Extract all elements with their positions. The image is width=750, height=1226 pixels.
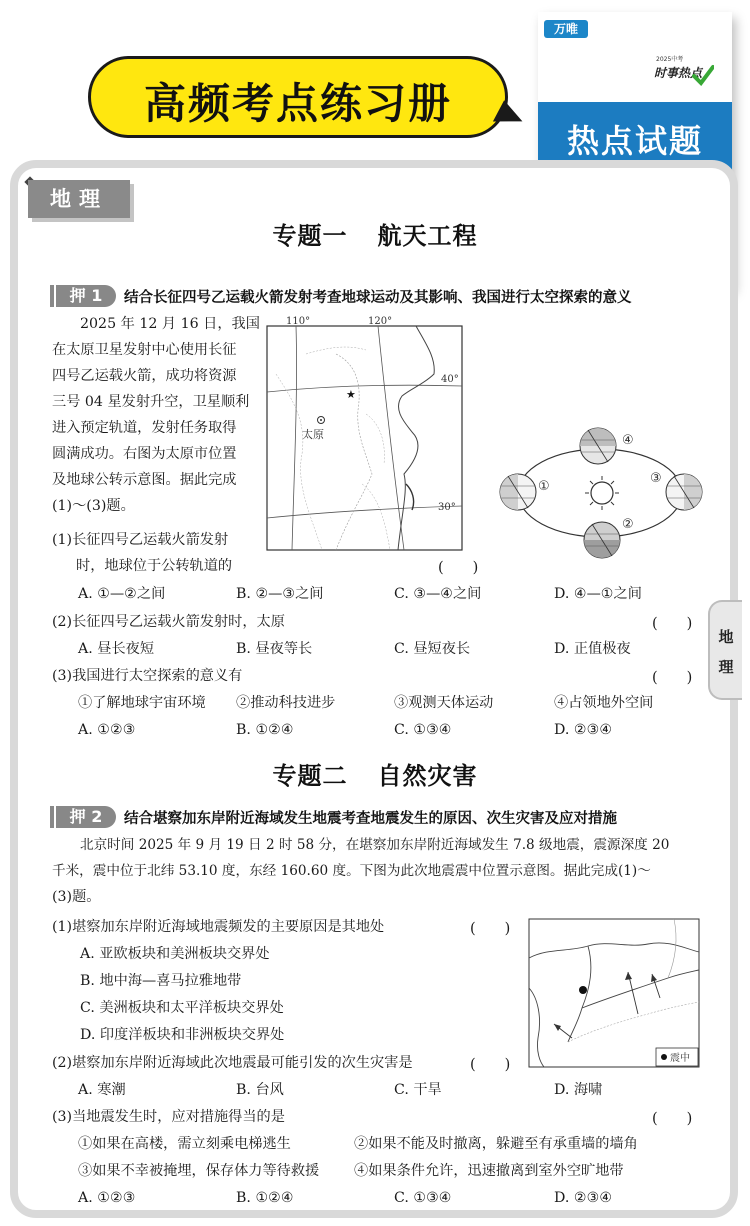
option-c[interactable]: C. 干旱: [394, 1082, 442, 1098]
passage-line: 三号 04 星发射升空，卫星顺利: [52, 394, 250, 410]
q3-stem: (3)我国进行太空探索的意义有: [52, 668, 243, 684]
topic2-header-text: 结合堪察加东岸附近海域发生地震考查地震发生的原因、次生灾害及应对措施: [124, 810, 617, 827]
option-c[interactable]: C. 昼短夜长: [394, 641, 471, 657]
earth-position-2: [584, 522, 620, 558]
statement-item: ②如果不能及时撤离，躲避至有承重墙的墙角: [354, 1136, 638, 1152]
option-b[interactable]: B. 台风: [236, 1082, 284, 1098]
option-a[interactable]: A. 寒潮: [78, 1082, 126, 1098]
map-city-label: 太原: [302, 428, 324, 441]
option-b[interactable]: B. 昼夜等长: [236, 641, 313, 657]
passage-line: 千米，震中位于北纬 53.10 度，东经 160.60 度。下图为此次地震震中位置示意图。据此完成(1)～: [52, 863, 651, 879]
statement-item: ③如果不幸被掩埋，保存体力等待救援: [78, 1163, 320, 1179]
q1-stem-line1: (1)长征四号乙运载火箭发射: [52, 532, 229, 548]
taiyuan-location-map: [266, 314, 463, 552]
side-subject-tab[interactable]: [708, 600, 742, 700]
side-tab-label: 地 理: [718, 628, 734, 676]
option-b[interactable]: B. ①②④: [236, 1190, 294, 1206]
option-c[interactable]: C. ③—④之间: [394, 586, 482, 602]
topic2-question-header: [56, 805, 617, 829]
q1-stem-line2: 时，地球位于公转轨道的: [76, 558, 233, 574]
sun-icon: [585, 476, 619, 510]
q1-answer-slot[interactable]: ( ): [438, 560, 479, 576]
option-d[interactable]: D. ④—①之间: [554, 586, 642, 602]
option-a[interactable]: A. 亚欧板块和美洲板块交界处: [80, 946, 270, 962]
topic1-header-text: 结合长征四号乙运载火箭发射考查地球运动及其影响、我国进行太空探索的意义: [124, 289, 632, 306]
option-b[interactable]: B. 地中海—喜马拉雅地带: [80, 973, 242, 989]
q2-answer-slot[interactable]: ( ): [470, 1057, 511, 1073]
book-brand-logo: 万唯: [544, 20, 588, 38]
svg-text:★: ★: [346, 388, 356, 401]
option-d[interactable]: D. 海啸: [554, 1082, 603, 1098]
checkmark-icon: [692, 64, 714, 86]
map-lon-label: 120°: [368, 316, 393, 327]
option-b[interactable]: B. ①②④: [236, 722, 294, 738]
option-d[interactable]: D. ②③④: [554, 1190, 613, 1206]
statement-item: ④如果条件允许，迅速撤离到室外空旷地带: [354, 1163, 624, 1179]
orbit-label: ②: [622, 517, 634, 532]
q2-stem: (2)堪察加东岸附近海域此次地震最可能引发的次生灾害是: [52, 1055, 413, 1071]
passage-line: 北京时间 2025 年 9 月 19 日 2 时 58 分，在堪察加东岸附近海域发生 7.8 级地震，震源深度 20: [80, 837, 670, 853]
passage-line: 及地球公转示意图。据此完成: [52, 472, 237, 488]
q3-answer-slot[interactable]: ( ): [652, 1111, 693, 1127]
book-series-year: 2025中考: [656, 56, 684, 63]
passage-line: 2025 年 12 月 16 日，我国: [80, 316, 260, 332]
option-d[interactable]: D. 正值极夜: [554, 641, 631, 657]
statement-item: ②推动科技进步: [236, 695, 336, 711]
option-a[interactable]: A. ①②③: [78, 1190, 136, 1206]
option-a[interactable]: A. ①②③: [78, 722, 136, 738]
topic2-title: 专题二 自然灾害: [272, 761, 478, 790]
topic1-question-header: [56, 284, 632, 308]
topic1-badge: 押 1: [56, 285, 116, 307]
earthquake-epicenter-map: [528, 918, 700, 1068]
orbit-label: ③: [650, 471, 662, 486]
earth-position-1: [500, 474, 536, 510]
passage-line: 圆满成功。右图为太原市位置: [52, 446, 237, 462]
statement-item: ④占领地外空间: [554, 695, 654, 711]
earth-position-4: [580, 428, 616, 464]
passage-line: 进入预定轨道，发射任务取得: [52, 420, 237, 436]
q3-stem: (3)当地震发生时，应对措施得当的是: [52, 1109, 285, 1125]
statement-item: ①如果在高楼，需立刻乘电梯逃生: [78, 1136, 291, 1152]
q2-answer-slot[interactable]: ( ): [652, 616, 693, 632]
option-d[interactable]: D. 印度洋板块和非洲板块交界处: [80, 1027, 285, 1043]
earth-orbit-diagram: [488, 416, 704, 566]
hero-title: 高频考点练习册: [143, 79, 452, 128]
orbit-label: ①: [538, 479, 550, 494]
passage-line: 在太原卫星发射中心使用长征: [52, 342, 237, 358]
option-a[interactable]: A. ①—②之间: [78, 586, 166, 602]
q2-stem: (2)长征四号乙运载火箭发射时，太原: [52, 614, 285, 630]
book-title: 热点试题: [566, 122, 703, 160]
passage-line: 四号乙运载火箭，成功将资源: [52, 368, 237, 384]
statement-item: ③观测天体运动: [394, 695, 494, 711]
hero-banner: [88, 56, 508, 138]
passage-line: (1)～(3)题。: [52, 498, 135, 514]
passage-line: (3)题。: [52, 889, 101, 905]
option-b[interactable]: B. ②—③之间: [236, 586, 324, 602]
option-a[interactable]: A. 昼长夜短: [78, 641, 155, 657]
map-legend-label: 震中: [670, 1053, 690, 1064]
option-c[interactable]: C. 美洲板块和太平洋板块交界处: [80, 1000, 284, 1016]
earth-position-3: [666, 474, 702, 510]
subject-tab: 地理: [28, 180, 130, 218]
topic2-badge: 押 2: [56, 806, 116, 828]
q1-stem: (1)堪察加东岸附近海域地震频发的主要原因是其地处: [52, 919, 385, 935]
statement-item: ①了解地球宇宙环境: [78, 695, 206, 711]
option-c[interactable]: C. ①③④: [394, 1190, 452, 1206]
option-d[interactable]: D. ②③④: [554, 722, 613, 738]
map-lat-label: 40°: [441, 374, 459, 385]
option-c[interactable]: C. ①③④: [394, 722, 452, 738]
topic1-title: 专题一 航天工程: [272, 221, 478, 250]
q1-answer-slot[interactable]: ( ): [470, 921, 511, 937]
orbit-label: ④: [622, 433, 634, 448]
q3-answer-slot[interactable]: ( ): [652, 670, 693, 686]
map-lon-label: 110°: [286, 316, 311, 327]
map-lat-label: 30°: [438, 502, 456, 513]
book-series: 时事热点: [654, 66, 703, 80]
